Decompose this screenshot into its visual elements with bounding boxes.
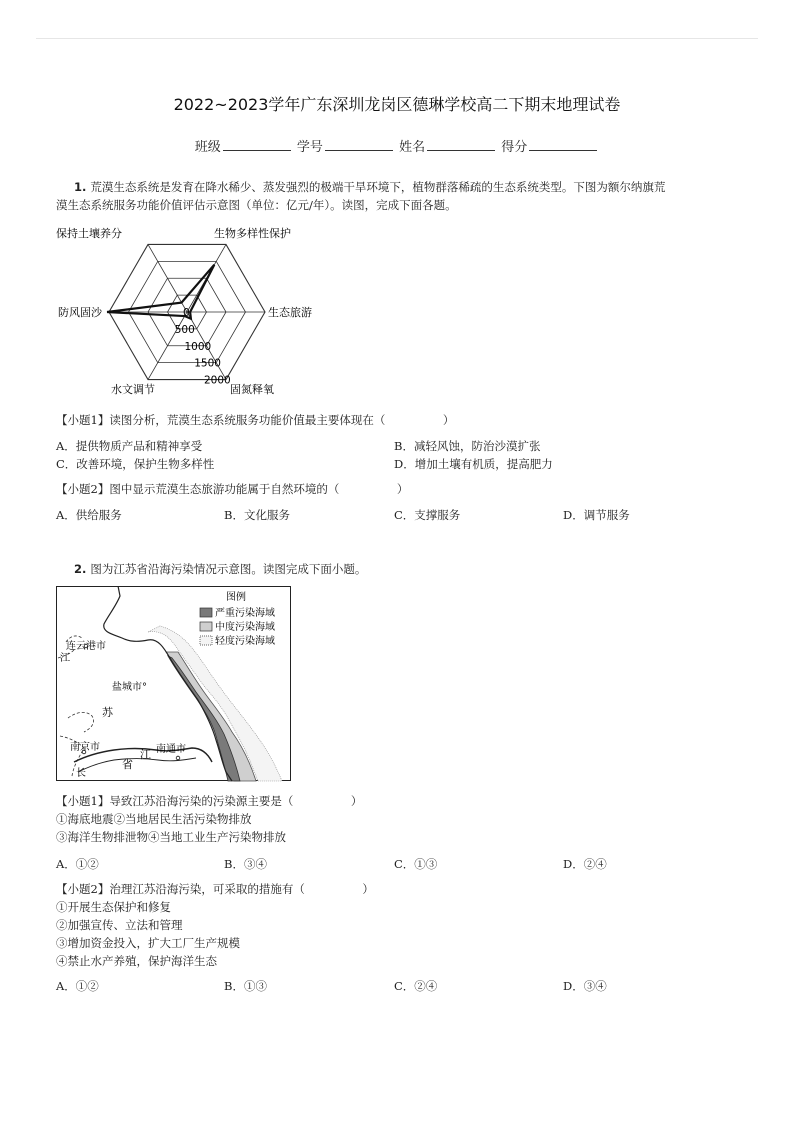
q2-sub2-item-4: ④禁止水产养殖，保护海洋生态 (56, 954, 217, 968)
q2-sub1-option-a[interactable]: A．①② (56, 857, 99, 871)
q2-sub1-item-2: ③海洋生物排泄物④当地工业生产污染物排放 (56, 830, 286, 844)
axis-label-biodiversity: 生物多样性保护 (214, 227, 291, 240)
label-nantong: 南通市 (156, 744, 186, 755)
question-number: 1. (74, 180, 87, 194)
q2-sub1-item-1: ①海底地震②当地居民生活污染物排放 (56, 812, 252, 826)
label-jiang-south: 江 (140, 748, 151, 761)
legend-swatch-moderate (200, 622, 212, 631)
label-chang: 长 (76, 768, 86, 779)
q2-sub2-option-b[interactable]: B．①③ (224, 979, 267, 993)
q1-sub1-stem: 【小题1】读图分析，荒漠生态系统服务功能价值最主要体现在（ ） (56, 413, 455, 427)
name-label: 姓名 (399, 140, 426, 155)
axis-label-soil: 保持土壤养分 (56, 227, 122, 240)
q2-sub1-option-c[interactable]: C．①③ (394, 857, 438, 871)
name-blank[interactable] (427, 138, 495, 151)
radar-chart (56, 222, 326, 400)
axis-label-nitrogen: 固氮释氧 (230, 383, 274, 396)
radar-tick-label: 500 (174, 323, 195, 336)
q1-sub1-option-c[interactable]: C．改善环境，保护生物多样性 (56, 457, 215, 471)
q2-sub2-item-1: ①开展生态保护和修复 (56, 900, 171, 914)
q2-sub1-stem: 【小题1】导致江苏沿海污染的污染源主要是（ ） (56, 794, 363, 808)
axis-label-sand-fixation: 防风固沙 (58, 306, 102, 319)
class-blank[interactable] (223, 138, 291, 151)
number-blank[interactable] (325, 138, 393, 151)
question-text: 荒漠生态系统是发育在降水稀少、蒸发强烈的极端干旱环境下，植物群落稀疏的生态系统类型。下图为额尔纳旗荒 (90, 180, 666, 194)
q2-sub2-stem: 【小题2】治理江苏沿海污染，可采取的措施有（ ） (56, 882, 374, 896)
q2-sub2-item-3: ③增加资金投入，扩大工厂生产规模 (56, 936, 240, 950)
q1-sub2-option-b[interactable]: B．文化服务 (224, 508, 290, 522)
class-label: 班级 (194, 140, 221, 155)
q1-sub2-option-a[interactable]: A．供给服务 (56, 508, 122, 522)
jiangsu-pollution-map (56, 586, 292, 782)
label-sheng: 省 (122, 758, 133, 771)
label-su: 苏 (102, 706, 113, 719)
legend-label-moderate: 中度污染海域 (215, 622, 275, 633)
label-lianyungang: 连云港市 (66, 641, 106, 652)
radar-tick-label: 0 (183, 307, 190, 319)
q1-sub2-stem: 【小题2】图中显示荒漠生态旅游功能属于自然环境的（ ） (56, 482, 409, 496)
legend-title: 图例 (226, 592, 246, 603)
question-1 (56, 178, 746, 214)
q2-sub2-option-d[interactable]: D．③④ (563, 979, 607, 993)
axis-label-hydrology: 水文调节 (111, 383, 155, 396)
radar-tick-label: 1000 (184, 340, 212, 353)
student-info-line (0, 136, 794, 155)
q1-sub1-option-b[interactable]: B．减轻风蚀，防治沙漠扩张 (394, 439, 541, 453)
q1-sub1-option-d[interactable]: D．增加土壤有机质，提高肥力 (394, 457, 553, 471)
question-text: 图为江苏省沿海污染情况示意图。读图完成下面小题。 (90, 562, 367, 576)
question-text-cont: 漠生态系统服务功能价值评估示意图（单位：亿元/年）。读图，完成下面各题。 (56, 198, 457, 212)
q1-sub2-option-c[interactable]: C．支撑服务 (394, 508, 461, 522)
label-nanjing: 南京市 (70, 742, 100, 753)
q2-sub1-option-d[interactable]: D．②④ (563, 857, 607, 871)
question-2 (56, 560, 746, 578)
legend-label-light: 轻度污染海域 (215, 636, 275, 647)
q2-sub2-item-2: ②加强宣传、立法和管理 (56, 918, 183, 932)
number-label: 学号 (296, 140, 323, 155)
nantong-dot (176, 756, 180, 760)
label-yancheng: 盐城市° (112, 682, 147, 693)
q1-sub2-option-d[interactable]: D．调节服务 (563, 508, 630, 522)
question-number: 2. (74, 562, 87, 576)
score-blank[interactable] (529, 138, 597, 151)
radar-tick-label: 2000 (204, 374, 231, 387)
legend-label-severe: 严重污染海域 (215, 608, 275, 619)
legend-swatch-severe (200, 608, 212, 617)
q2-sub1-option-b[interactable]: B．③④ (224, 857, 267, 871)
top-rule (36, 38, 758, 39)
legend-swatch-light (200, 636, 212, 645)
page-title: 2022~2023学年广东深圳龙岗区德琳学校高二下期末地理试卷 (173, 95, 621, 114)
radar-value-polygon (107, 265, 214, 319)
q1-sub1-option-a[interactable]: A．提供物质产品和精神享受 (56, 439, 203, 453)
radar-tick-label: 1500 (194, 357, 221, 370)
score-label: 得分 (501, 140, 528, 155)
label-jiang-north: 江 (60, 653, 70, 664)
axis-label-tourism: 生态旅游 (268, 306, 312, 319)
q2-sub2-option-c[interactable]: C．②④ (394, 979, 438, 993)
q2-sub2-option-a[interactable]: A．①② (56, 979, 99, 993)
